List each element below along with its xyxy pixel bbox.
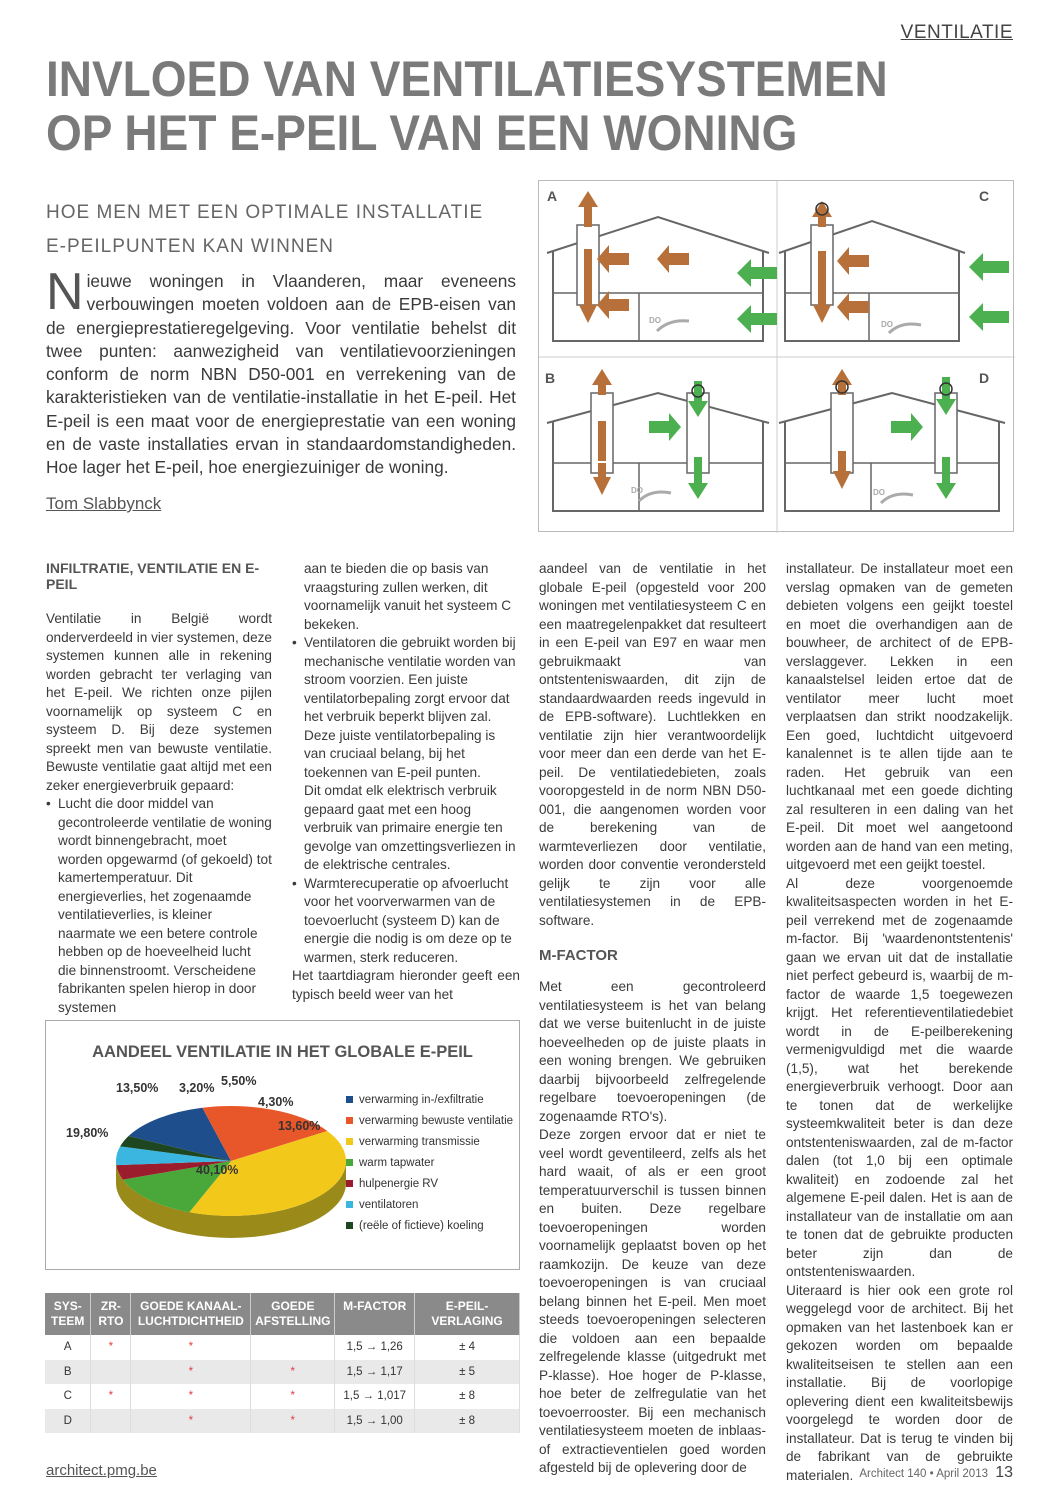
column-2 [292, 560, 520, 1004]
table-cell: * [131, 1409, 251, 1434]
legend-item [346, 1093, 516, 1107]
table-cell: 1,5 → 1,17 [335, 1360, 415, 1385]
ventilation-diagram [538, 180, 1014, 532]
table-header-cell: ZR-RTO [91, 1293, 131, 1335]
panel-d [779, 369, 1005, 511]
bullet-ventilatoren: • Ventilatoren die gebruikt worden bij mechanische ventilatie worden van stroom voorzien. Een juiste ventilatorbepaling zorgt ervoor dat het verbruik beperkt blijven zal. Deze juiste ventilatorbepaling is van cruciaal belang, bij het toekennen van E-peil punten. [292, 634, 520, 782]
table-cell: ± 8 [415, 1384, 520, 1409]
legend-label: verwarming bewuste ventilatie [359, 1115, 514, 1127]
table-header-cell: GOEDE AFSTELLING [251, 1293, 335, 1335]
table-cell [251, 1335, 335, 1360]
heading-m-factor: M-FACTOR [539, 947, 618, 964]
col3-paragraph-1: aandeel van de ventilatie in het globale E-peil (opgesteld voor 200 woningen met ventilatiesysteem C en een maatregelenpakket dat resulteert in een E-peil van E97 en waar men gebruikmaakt van ontstenteniswaarden, dit zijn de standaardwaarden reeds ingevuld in de EPB-software). Luchtlekken en ventilatie zijn hier verantwoordelijk voor meer dan een derde van het E-peil. De ventilatiedebieten, zoals vooropgesteld in de norm NBN D50-001, die aangenomen worden voor de berekening van de warmteverliezen door ventilatie, worden door conventie verondersteld gelijk te zijn voor alle ventilatiesystemen in de EPB-software. [539, 561, 766, 928]
table-header-cell: GOEDE KANAAL-LUCHTDICHTHEID [131, 1293, 251, 1335]
table-cell: * [91, 1335, 131, 1360]
legend-swatch [346, 1222, 353, 1229]
table-header-cell: M-FACTOR [335, 1293, 415, 1335]
table-header-cell: SYS-TEEM [45, 1293, 91, 1335]
panel-b [545, 369, 769, 511]
legend-swatch [346, 1180, 353, 1187]
legend-label: warm tapwater [359, 1157, 435, 1169]
legend-label: hulpenergie RV [359, 1178, 439, 1190]
title-line-2: OP HET E-PEIL VAN EEN WONING [46, 105, 798, 161]
heading-infiltratie: INFILTRATIE, VENTILATIE EN E-PEIL [46, 560, 260, 592]
do-label-b: DO [631, 486, 643, 495]
table-cell [91, 1409, 131, 1434]
pie-data-label: 13,50% [116, 1081, 159, 1095]
subtitle-line-2: E-PEILPUNTEN KAN WINNEN [46, 236, 334, 257]
drop-cap: N [46, 263, 84, 321]
panel-label-c: C [979, 188, 990, 204]
legend-item [346, 1135, 516, 1149]
chart-legend [346, 1093, 516, 1240]
table-cell: ± 4 [415, 1335, 520, 1360]
table-cell: 1,5 → 1,00 [335, 1409, 415, 1434]
panel-c [737, 188, 1009, 341]
table-row [45, 1409, 520, 1434]
legend-swatch [346, 1201, 353, 1208]
issue-info: Architect 140 • April 2013 [859, 1468, 988, 1480]
table-body [45, 1335, 520, 1433]
col2-continuation: aan te bieden die op basis van vraagsturing zullen werken, dit voornamelijk vanuit het systeem C bekeken. [304, 561, 512, 632]
do-label-d: DO [873, 488, 885, 497]
col1-paragraph: Ventilatie in België wordt onderverdeeld in vier systemen, deze systemen kunnen alle in rekening worden gebracht ter verlaging van het E-peil. We richten onze pijlen voornamelijk op systeem C en systeem D. Bij deze systemen spreekt men van bewuste ventilatie. Bewuste ventilatie gaat altijd met een zeker energieverbruik gepaard: [46, 611, 272, 793]
pie-data-label: 40,10% [196, 1163, 239, 1177]
table-header-row [45, 1293, 520, 1335]
table-cell: * [91, 1384, 131, 1409]
legend-label: (reële of fictieve) koeling [359, 1220, 484, 1232]
chart-title: AANDEEL VENTILATIE IN HET GLOBALE E-PEIL [92, 1043, 473, 1061]
subtitle-line-1: HOE MEN MET EEN OPTIMALE INSTALLATIE [46, 202, 484, 223]
table-cell: * [131, 1335, 251, 1360]
table-cell: ± 5 [415, 1360, 520, 1385]
intro-text: ieuwe woningen in Vlaanderen, maar eveneens verbouwingen moeten voldoen aan de EPB-eisen van de energieprestatieregelgeving. Voor ventilatie behelst dit twee punten: aanwezigheid van ventilatievoorzieningen conform de norm NBN D50-001 en verrekening van de karakteristieken van de ventilatie-installatie in het E-peil. Het E-peil is een maat voor de energieprestatie van een woning en de vaste installaties ervan in standaardomstandigheden. Hoe lager het E-peil, hoe energiezuiniger de woning. [46, 271, 516, 478]
author-byline: Tom Slabbynck [46, 494, 162, 513]
article-title [46, 51, 888, 161]
pie-data-label: 3,20% [179, 1081, 215, 1095]
legend-item [346, 1156, 516, 1170]
col4-paragraph-2: Al deze voorgenoemde kwaliteitsaspecten worden in het E-peil verrekend met de zogenaamde m-factor. Bij 'waardenontstentenis' gaan we ervan uit dat de installatie niet perfect gebeurd is, waarbij de m-factor de waarde 1,5 toegewezen krijgt. Het referentieventilatiedebiet wordt in de E-peilberekening vermenigvuldigd met die waarde (1,5), wat het berekende energieverbruik verhoogt. Door aan te tonen dat de werkelijke systeemkwaliteit beter is dan deze ontstenteniswaarden, zal de m-factor dalen (tot 1,0 bij een optimale kwaliteit) en zodoende zal het algemene E-peil dalen. Het is aan de installateur van de installatie om aan te tonen dat de gebruikte producten beter zijn dan de ontstenteniswaarden. [786, 875, 1013, 1279]
panel-label-d: D [979, 370, 990, 386]
bullet-warmterecuperatie: • Warmterecuperatie op afvoerlucht voor het voorverwarmen van de toevoerlucht (systeem D) kan de energie die nodig is om deze op te warmen, sterk reduceren. [292, 875, 520, 968]
page-number: 13 [995, 1464, 1013, 1481]
panel-label-a: A [547, 188, 558, 204]
table-cell: * [131, 1384, 251, 1409]
table-cell: * [131, 1360, 251, 1385]
table-cell: ± 8 [415, 1409, 520, 1434]
legend-swatch [346, 1096, 353, 1103]
col2-paragraph: Het taartdiagram hieronder geeft een typisch beeld weer van het [292, 968, 520, 1002]
table-cell: * [251, 1409, 335, 1434]
pie-chart-box [45, 1020, 520, 1270]
legend-label: verwarming transmissie [359, 1136, 480, 1148]
bullet-ventilatoren-cont: Dit omdat elk elektrisch verbruik gepaard gaat met een hoog verbruik van primaire energie ten gevolge van omzettingsverliezen in de elektrische centrales. [304, 783, 516, 872]
table-header-cell: E-PEIL-VERLAGING [415, 1293, 520, 1335]
panel-a [547, 188, 769, 341]
table-cell: C [45, 1384, 91, 1409]
column-4 [786, 560, 1013, 1485]
article-subtitle [46, 196, 483, 264]
table-cell: 1,5 → 1,017 [335, 1384, 415, 1409]
legend-label: ventilatoren [359, 1199, 419, 1211]
m-factor-table [45, 1293, 520, 1433]
pie-data-label: 4,30% [258, 1095, 294, 1109]
table-row [45, 1384, 520, 1409]
col3-paragraph-2: Met een gecontroleerd ventilatiesysteem is het van belang dat we verse buitenlucht in de juiste hoeveelheden op de juiste plaats in een woning brengen. We gebruiken daarbij bijvoorbeeld zelfregelende regelbare toevoeropeningen (de zogenaamde RTO's). [539, 979, 766, 1124]
table-cell: * [251, 1360, 335, 1385]
table-cell: A [45, 1335, 91, 1360]
do-label-c: DO [881, 320, 893, 329]
table-cell: B [45, 1360, 91, 1385]
title-line-1: INVLOED VAN VENTILATIESYSTEMEN [46, 51, 888, 107]
col4-paragraph-3: Uiteraard is hier ook een grote rol weggelegd voor de architect. Bij het opmaken van het lastenboek kan er gekozen worden om bepaalde kwaliteitseisen te stellen aan een installatie. Bij de voorlopige oplevering dient een kwaliteitsbewijs voorgelegd te worden door de installateur. Dat is terug te vinden bij de fabrikant van de gebruikte materialen. [786, 1282, 1013, 1483]
pie-data-label: 5,50% [221, 1074, 257, 1088]
table-cell [91, 1360, 131, 1385]
col4-paragraph-1: installateur. De installateur moet een verslag opmaken van de gemeten debieten volgens een geijkt toestel en moet die overhandigen aan de bouwheer, de architect of de EPB-verslaggever. Lekken in een kanaalstelsel leiden ertoe dat de ventilator meer lucht moet verplaatsen dan strikt noodzakelijk. Een goed, luchtdicht uitgevoerd kanalennet is te allen tijde aan te raden. Het gebruik van een luchtkanaal met een goede dichting zal resulteren in een daling van het E-peil. Dit moet wel aangetoond worden aan de hand van een meting, uitgevoerd met een geijkt toestel. [786, 561, 1013, 872]
table-row [45, 1360, 520, 1385]
footer-info [859, 1464, 1013, 1482]
pie-data-label: 13,60% [278, 1119, 321, 1133]
legend-item [346, 1219, 516, 1233]
bullet-ventilatieverlies: • Lucht die door middel van gecontroleerde ventilatie de woning wordt binnengebracht, moet worden opgewarmd (of gekoeld) tot kamertemperatuur. Dit energieverlies, het zogenaamde ventilatieverlies, is kleiner naarmate we een betere controle hebben op de hoeveelheid lucht die binnenstroomt. Verscheidene fabrikanten spelen hierop in door systemen [46, 795, 272, 1017]
panel-label-b: B [545, 370, 556, 386]
pie-data-label: 19,80% [66, 1126, 109, 1140]
do-label-a: DO [649, 316, 661, 325]
legend-label: verwarming in-/exfiltratie [359, 1094, 484, 1106]
column-1 [46, 560, 272, 1017]
legend-swatch [346, 1159, 353, 1166]
section-tag: VENTILATIE [900, 22, 1013, 43]
table-row [45, 1335, 520, 1360]
table-cell: 1,5 → 1,26 [335, 1335, 415, 1360]
intro-paragraph [46, 263, 516, 480]
column-3 [539, 560, 766, 1478]
table-cell: D [45, 1409, 91, 1434]
legend-item [346, 1198, 516, 1212]
legend-swatch [346, 1138, 353, 1145]
legend-swatch [346, 1117, 353, 1124]
website-link[interactable]: architect.pmg.be [46, 1462, 157, 1479]
table-cell: * [251, 1384, 335, 1409]
col3-paragraph-3: Deze zorgen ervoor dat er niet te veel wordt geventileerd, zelfs als het hard waait, of als er een groot temperatuurverschil is tussen binnen en buiten. Deze regelbare toevoeropeningen worden voornamelijk geplaatst boven op het raamkozijn. De keuze van deze toevoeropeningen is van cruciaal belang binnen het E-peil. Men moet steeds toevoeropeningen selecteren die voldoen aan een bepaalde zelfregelende klasse (uitgedrukt met P-klasse). Hoe hoger de P-klasse, hoe beter de zelfregulatie van het toevoerrooster. Bij een mechanisch ventilatiesysteem moeten de inblaas- of extractieventielen goed worden afgesteld bij de oplevering door de [539, 1127, 766, 1475]
legend-item [346, 1114, 516, 1128]
legend-item [346, 1177, 516, 1191]
